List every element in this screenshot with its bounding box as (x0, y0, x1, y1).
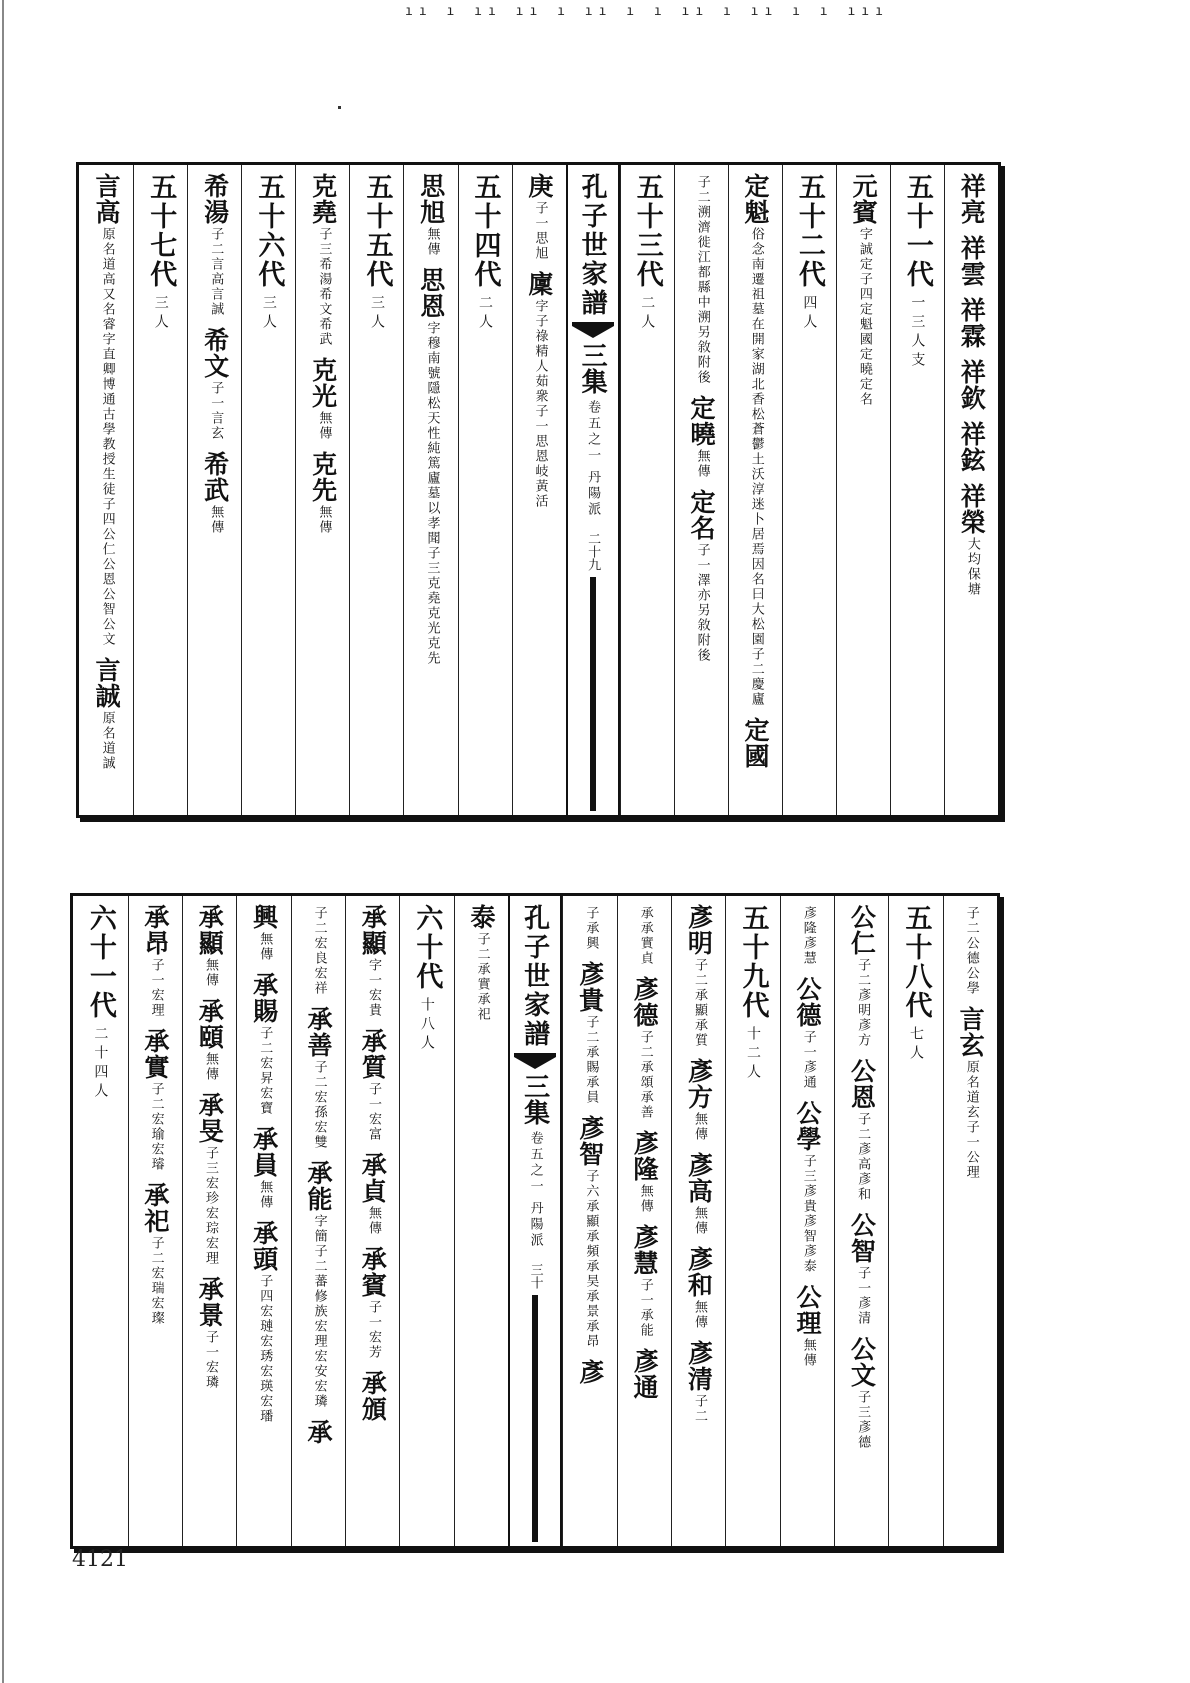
generation-count: 二十四人 (92, 1026, 109, 1102)
person-annotation: 無傳 (257, 932, 273, 962)
person-annotation: 子一彥通 (800, 1030, 816, 1090)
generation-label: 五十五代 (361, 173, 393, 289)
person-annotation: 原名道玄子一公理 (963, 1060, 979, 1180)
person-annotation: 彥隆彥慧 (800, 906, 816, 966)
person-name: 承員 (249, 1126, 279, 1178)
generation-count: 十八人 (418, 997, 435, 1054)
person-name: 承顯 (195, 904, 225, 956)
person-entry (959, 483, 985, 597)
generation-heading (793, 173, 825, 333)
person-name: 公文 (847, 1336, 877, 1388)
person-name: 承貞 (358, 1152, 388, 1204)
person-annotation: 子一彥清 (855, 1266, 871, 1326)
entry-column (403, 165, 457, 815)
person-entry (958, 1006, 984, 1180)
person-entry (251, 972, 277, 1116)
entry-column (780, 896, 834, 1546)
generation-count: 三人 (368, 295, 385, 333)
person-name: 興 (249, 904, 279, 930)
generation-label: 五十七代 (145, 173, 177, 289)
person-annotation: 子二承實承祀 (474, 932, 490, 1022)
person-name: 承旻 (195, 1092, 225, 1144)
entry-column (890, 165, 944, 815)
person-annotation: 子二言高言誠 (208, 227, 224, 317)
header-branch: 丹陽派 (585, 470, 601, 518)
person-entry (959, 359, 985, 411)
entry-column (128, 896, 182, 1546)
generation-heading (411, 904, 443, 1054)
person-name: 承實 (140, 1028, 170, 1080)
header-title: 孔子世家譜 (519, 904, 550, 1049)
person-entry (688, 395, 714, 479)
person-annotation: 無傳 (316, 411, 332, 441)
person-annotation: 子二宏孫宏雙 (311, 1060, 327, 1150)
person-annotation: 子一思旭 (532, 201, 548, 261)
person-entry (688, 489, 714, 663)
generation-label: 六十一代 (84, 904, 116, 1020)
person-name: 彥慧 (630, 1224, 660, 1276)
person-entry (310, 357, 336, 441)
person-annotation: 無傳 (202, 958, 218, 988)
person-name: 彥方 (684, 1058, 714, 1110)
person-annotation: 無傳 (692, 1206, 708, 1236)
person-entry (202, 451, 228, 535)
entry-column (241, 165, 295, 815)
person-name: 定曉 (686, 395, 716, 447)
chevron-down-icon (572, 322, 614, 338)
generation-heading (901, 173, 933, 371)
person-name: 公德 (793, 976, 823, 1028)
entry-column (943, 896, 997, 1546)
scan-speck (338, 106, 341, 109)
person-entry (959, 173, 985, 225)
generation-label: 六十代 (411, 904, 443, 991)
person-annotation: 子承興 (583, 906, 599, 951)
person-entry (693, 173, 710, 385)
page-number: 4121 (72, 1547, 128, 1572)
person-name: 希文 (200, 327, 230, 379)
person-annotation: 無傳 (316, 505, 332, 535)
person-entry (142, 1028, 168, 1172)
entry-column (79, 165, 133, 815)
header-section: 卷五之一 (585, 400, 601, 464)
person-annotation: 子二公德公學 (963, 906, 979, 996)
person-name: 公智 (847, 1212, 877, 1264)
person-entry (581, 904, 598, 951)
person-annotation: 子二宏良宏祥 (311, 906, 327, 996)
person-name: 祥榮 (957, 483, 987, 535)
person-annotation: 子三希湯希文希武 (316, 227, 332, 347)
generation-heading (469, 173, 501, 333)
entry-column (728, 165, 782, 815)
person-entry (799, 904, 816, 966)
generation-count: 四人 (801, 295, 818, 333)
person-annotation: 子一承能 (637, 1278, 653, 1338)
person-name: 承能 (303, 1160, 333, 1212)
entry-column (944, 165, 998, 815)
person-entry (202, 173, 228, 317)
person-name: 承賓 (358, 1246, 388, 1298)
generation-count: 三人 (260, 295, 277, 333)
person-entry (310, 451, 336, 535)
person-name: 克先 (308, 451, 338, 503)
person-annotation: 字子祿精人茹衆子一思恩岐黃活 (532, 299, 548, 509)
entry-column (620, 165, 674, 815)
person-annotation: 原名道誠 (99, 711, 115, 771)
person-entry (743, 173, 769, 707)
person-name: 承頭 (249, 1220, 279, 1272)
person-entry (577, 961, 603, 1105)
person-entry (686, 1246, 712, 1330)
person-entry (360, 1370, 386, 1422)
person-name: 公仁 (847, 904, 877, 956)
person-name: 祥欽 (957, 359, 987, 411)
person-entry (686, 1152, 712, 1236)
generation-heading (737, 904, 769, 1083)
entry-column (674, 165, 728, 815)
person-annotation: 原名道高又名睿字直卿博通古學教授生徒子四公仁公恩公智公文 (99, 227, 115, 647)
person-entry (849, 1058, 875, 1202)
person-name: 言高 (91, 173, 121, 225)
person-name: 思旭 (416, 173, 446, 225)
person-name: 希湯 (200, 173, 230, 225)
entry-column (133, 165, 187, 815)
person-annotation: 承承實貞 (637, 906, 653, 966)
header-section: 卷五之一 (527, 1131, 543, 1195)
person-entry (526, 271, 552, 509)
person-annotation: 字穆南號隱松天性純篤廬墓以孝聞子三克堯克光克先 (424, 321, 440, 666)
person-name: 承 (303, 1419, 333, 1445)
person-name: 承善 (303, 1006, 333, 1058)
person-entry (310, 173, 336, 347)
person-name: 承頤 (195, 998, 225, 1050)
person-entry (142, 1182, 168, 1326)
entry-column (399, 896, 453, 1546)
entry-column (345, 896, 399, 1546)
person-entry (632, 1224, 658, 1338)
person-name: 承祀 (140, 1182, 170, 1234)
generation-count: 二人 (639, 295, 656, 333)
header-bar (590, 577, 596, 811)
top-scan-marks: ıı ı ıı ıı ı ıı ı ı ıı ı ıı ı ı ııı (405, 4, 889, 19)
person-annotation: 子一宏璘 (202, 1330, 218, 1390)
person-entry (962, 904, 979, 996)
person-entry (795, 1284, 821, 1368)
generation-count: 二人 (477, 295, 494, 333)
person-entry (686, 1340, 712, 1424)
header-page-number: 三十 (527, 1263, 543, 1289)
person-entry (305, 1006, 331, 1150)
generation-count: 七人 (907, 1026, 924, 1064)
person-annotation: 子二宏瑜宏璿 (148, 1082, 164, 1172)
person-annotation: 字簡子二蕃修族宏理宏安宏璘 (311, 1214, 327, 1409)
person-name: 彥 (575, 1359, 605, 1385)
person-entry (310, 904, 327, 996)
person-annotation: 子一宏富 (365, 1082, 381, 1142)
person-name: 彥和 (684, 1246, 714, 1298)
person-name: 言玄 (956, 1006, 986, 1058)
person-entry (360, 1246, 386, 1360)
person-annotation: 無傳 (694, 449, 710, 479)
person-name: 承賜 (249, 972, 279, 1024)
person-name: 公學 (793, 1100, 823, 1152)
entry-column (512, 165, 566, 815)
person-name: 承景 (195, 1276, 225, 1328)
person-name: 承昂 (140, 904, 170, 956)
generation-label: 五十三代 (631, 173, 663, 289)
person-annotation: 無傳 (692, 1300, 708, 1330)
generation-label: 五十九代 (737, 904, 769, 1020)
entry-column (617, 896, 671, 1546)
person-name: 祥亮 (957, 173, 987, 225)
person-annotation: 子六承顯承頻承昊承景承昂 (583, 1169, 599, 1349)
generation-label: 五十六代 (253, 173, 285, 289)
person-annotation: 子二宏昇宏寶 (257, 1026, 273, 1116)
person-name: 承質 (358, 1028, 388, 1080)
person-name: 克光 (308, 357, 338, 409)
person-annotation: 無傳 (208, 505, 224, 535)
entry-column (73, 896, 127, 1546)
person-name: 彥清 (684, 1340, 714, 1392)
person-name: 彥高 (684, 1152, 714, 1204)
person-annotation: 子二 (692, 1394, 708, 1424)
person-annotation: 俗念南遷祖墓在開家湖北香松蒼鬱土沃淳迷卜居焉因名曰大松園子二慶廬 (748, 227, 764, 707)
person-name: 承顯 (358, 904, 388, 956)
person-entry (197, 998, 223, 1082)
person-entry (849, 904, 875, 1048)
person-name: 公恩 (847, 1058, 877, 1110)
person-name: 祥霖 (957, 297, 987, 349)
person-name: 祥雲 (957, 235, 987, 287)
entry-column (725, 896, 779, 1546)
person-entry (851, 173, 877, 407)
person-entry (360, 1028, 386, 1142)
entry-column (562, 896, 616, 1546)
person-entry (849, 1212, 875, 1326)
generation-label: 五十二代 (793, 173, 825, 289)
person-name: 思恩 (416, 267, 446, 319)
panel-columns (79, 165, 998, 815)
person-entry (959, 235, 985, 287)
person-entry (142, 904, 168, 1018)
person-entry (686, 904, 712, 1048)
person-name: 定國 (741, 717, 771, 769)
person-annotation: 無傳 (800, 1338, 816, 1368)
entry-column (291, 896, 345, 1546)
person-entry (632, 1130, 658, 1214)
person-annotation: 子三宏珍宏琮宏理 (202, 1146, 218, 1266)
person-entry (251, 1220, 277, 1424)
entry-column (888, 896, 942, 1546)
header-title: 孔子世家譜 (577, 173, 608, 318)
person-entry (636, 904, 653, 966)
generation-label: 五十一代 (901, 173, 933, 289)
entry-column (236, 896, 290, 1546)
person-annotation: 無傳 (424, 227, 440, 257)
person-name: 彥通 (630, 1348, 660, 1400)
header-volume: 三集 (577, 342, 608, 394)
person-name: 泰 (466, 904, 496, 930)
person-entry (197, 1092, 223, 1266)
person-name: 定名 (686, 489, 716, 541)
running-header (566, 165, 620, 815)
chevron-down-icon (514, 1053, 556, 1069)
person-annotation: 子二彥明彥方 (855, 958, 871, 1048)
generation-count: 三人 (152, 295, 169, 333)
person-entry (251, 904, 277, 962)
generation-heading (900, 904, 932, 1064)
person-name: 公理 (793, 1284, 823, 1336)
person-annotation: 子二宏瑞宏璨 (148, 1236, 164, 1326)
person-annotation: 子二彥高彥和 (855, 1112, 871, 1202)
person-entry (360, 1152, 386, 1236)
person-annotation: 子一宏理 (148, 958, 164, 1018)
person-entry (686, 1058, 712, 1142)
person-entry (197, 1276, 223, 1390)
person-annotation: 子二承賜承員 (583, 1015, 599, 1105)
generation-heading (631, 173, 663, 333)
entry-column (782, 165, 836, 815)
entry-column (187, 165, 241, 815)
generation-heading (84, 904, 116, 1102)
person-name: 元賓 (849, 173, 879, 225)
person-annotation: 子二溯濟徙江都縣中溯另敘附後 (694, 175, 710, 385)
person-name: 廩 (524, 271, 554, 297)
generation-heading (145, 173, 177, 333)
generation-count: 一三人支 (909, 295, 926, 371)
header-volume: 三集 (519, 1073, 550, 1125)
person-entry (418, 267, 444, 666)
person-entry (959, 297, 985, 349)
person-annotation: 子四宏璉宏琇宏瑛宏璠 (257, 1274, 273, 1424)
person-entry (418, 173, 444, 257)
person-name: 言誠 (91, 657, 121, 709)
person-annotation: 子三彥貴彥智彥泰 (800, 1154, 816, 1274)
person-entry (577, 1359, 603, 1385)
generation-label: 五十四代 (469, 173, 501, 289)
person-entry (251, 1126, 277, 1210)
page-edge-line (2, 0, 4, 1683)
person-entry (93, 657, 119, 771)
generation-heading (253, 173, 285, 333)
person-annotation: 無傳 (365, 1206, 381, 1236)
person-entry (577, 1115, 603, 1349)
person-annotation: 子一澤亦另敘附後 (694, 543, 710, 663)
person-name: 彥隆 (630, 1130, 660, 1182)
generation-label: 五十八代 (900, 904, 932, 1020)
person-name: 克堯 (308, 173, 338, 225)
generation-heading (361, 173, 393, 333)
person-annotation: 子三彥德 (855, 1390, 871, 1450)
entry-column (295, 165, 349, 815)
entry-column (454, 896, 508, 1546)
person-entry (632, 1348, 658, 1400)
person-name: 希武 (200, 451, 230, 503)
genealogy-panel-lower (70, 893, 1000, 1549)
person-entry (632, 976, 658, 1120)
person-annotation: 無傳 (257, 1180, 273, 1210)
person-annotation: 字誠定子四定魁國定曉定名 (856, 227, 872, 407)
generation-count: 十二人 (744, 1026, 761, 1083)
entry-column (458, 165, 512, 815)
person-entry (93, 173, 119, 647)
person-annotation: 字一宏貴 (365, 958, 381, 1018)
person-name: 定魁 (741, 173, 771, 225)
person-name: 祥鉉 (957, 421, 987, 473)
person-annotation: 大均保塘 (964, 537, 980, 597)
person-name: 彥德 (630, 976, 660, 1028)
person-annotation: 無傳 (692, 1112, 708, 1142)
header-bar (532, 1295, 538, 1542)
entry-column (349, 165, 403, 815)
person-entry (526, 173, 552, 261)
person-entry (849, 1336, 875, 1450)
person-entry (202, 327, 228, 441)
person-entry (468, 904, 494, 1022)
running-header (508, 896, 562, 1546)
entry-column (671, 896, 725, 1546)
person-entry (795, 976, 821, 1090)
entry-column (836, 165, 890, 815)
person-entry (360, 904, 386, 1018)
header-page-number: 二十九 (585, 532, 601, 571)
person-annotation: 子一宏芳 (365, 1300, 381, 1360)
person-annotation: 子一言玄 (208, 381, 224, 441)
person-annotation: 無傳 (202, 1052, 218, 1082)
person-name: 彥明 (684, 904, 714, 956)
person-name: 庚 (524, 173, 554, 199)
header-branch: 丹陽派 (527, 1201, 543, 1249)
person-name: 彥貴 (575, 961, 605, 1013)
person-entry (795, 1100, 821, 1274)
person-name: 彥智 (575, 1115, 605, 1167)
person-entry (197, 904, 223, 988)
panel-columns (73, 896, 997, 1546)
person-annotation: 子二承頌承善 (637, 1030, 653, 1120)
genealogy-panel-upper (76, 162, 1001, 818)
person-entry (305, 1160, 331, 1409)
entry-column (834, 896, 888, 1546)
person-entry (743, 717, 769, 769)
person-name: 承頒 (358, 1370, 388, 1422)
person-annotation: 無傳 (637, 1184, 653, 1214)
person-entry (305, 1419, 331, 1445)
person-annotation: 子二承顯承質 (692, 958, 708, 1048)
person-entry (959, 421, 985, 473)
entry-column (182, 896, 236, 1546)
